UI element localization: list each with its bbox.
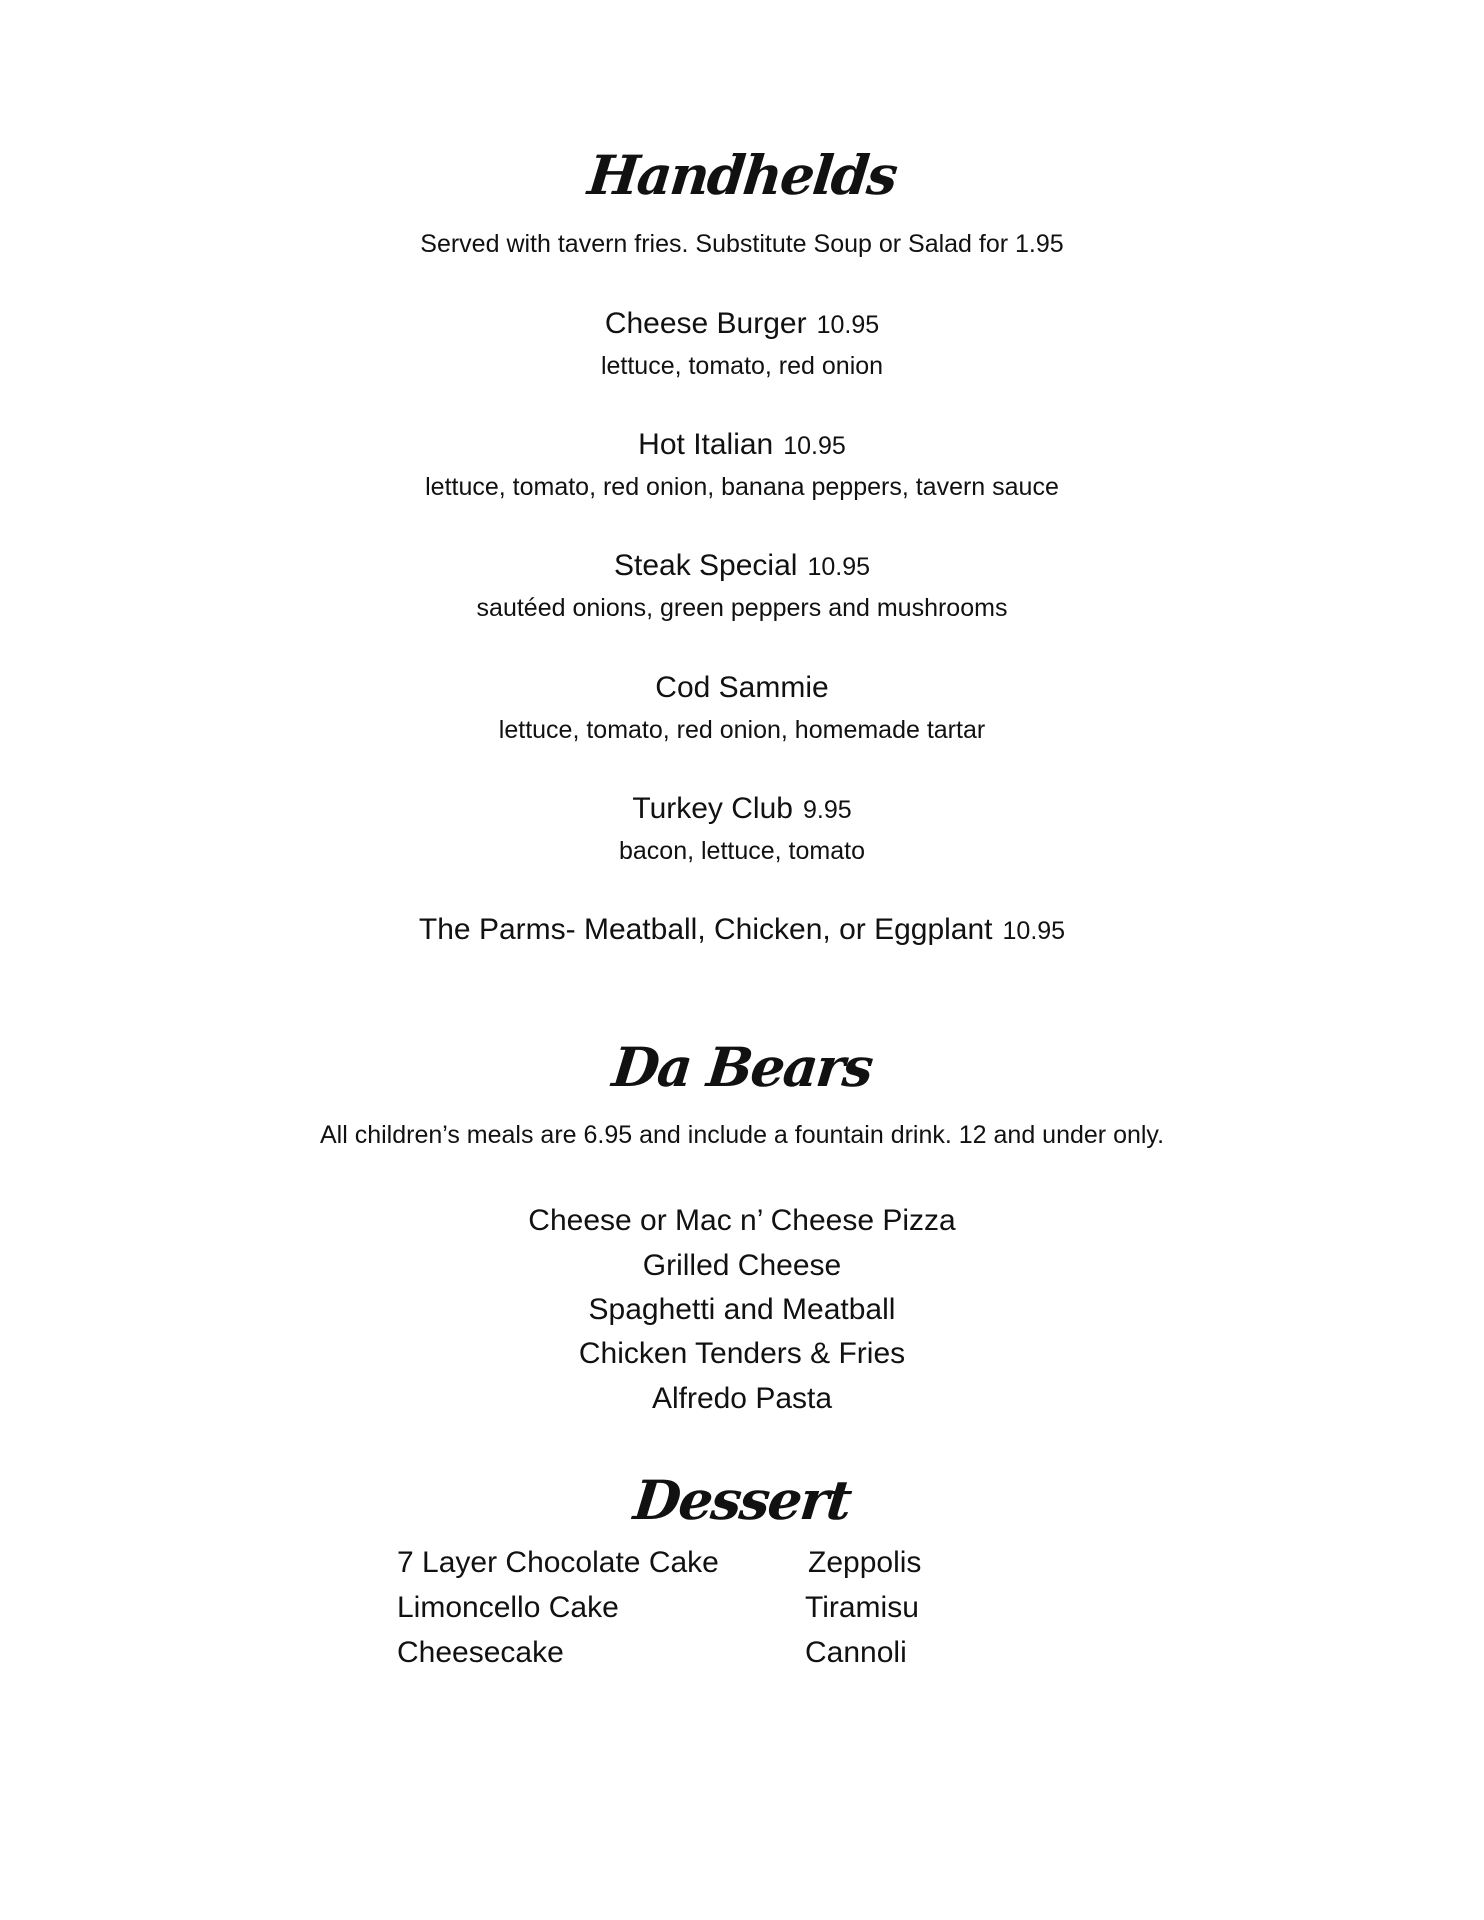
kids-item: Spaghetti and Meatball — [588, 1293, 896, 1326]
item-price: 10.95 — [816, 311, 880, 339]
item-price: 9.95 — [802, 796, 852, 824]
da-bears-note: All children’s meals are 6.95 and include a fountain drink. 12 and under only. — [319, 1121, 1165, 1149]
kids-item: Grilled Cheese — [642, 1249, 842, 1282]
item-description: lettuce, tomato, red onion — [600, 352, 884, 380]
item-description: lettuce, tomato, red onion, banana peppers, tavern sauce — [425, 473, 1059, 501]
item-price: 10.95 — [807, 553, 870, 581]
menu-item — [0, 912, 1484, 948]
menu-item — [0, 548, 1484, 584]
item-name: Cheese Burger — [604, 307, 807, 340]
dessert-item: Tiramisu — [805, 1591, 919, 1624]
item-name: Hot Italian — [638, 428, 774, 461]
kids-item: Cheese or Mac n’ Cheese Pizza — [528, 1204, 956, 1237]
kids-item: Alfredo Pasta — [651, 1382, 833, 1415]
item-description: bacon, lettuce, tomato — [619, 837, 865, 865]
item-name: The Parms- Meatball, Chicken, or Eggplant — [418, 913, 993, 946]
item-name: Turkey Club — [632, 792, 793, 825]
da-bears-title: Da Bears — [609, 1035, 875, 1099]
item-name: Steak Special — [613, 549, 798, 582]
dessert-item: 7 Layer Chocolate Cake — [397, 1546, 719, 1579]
handhelds-title: Handhelds — [584, 143, 900, 207]
item-description: lettuce, tomato, red onion, homemade tartar — [498, 716, 986, 744]
dessert-item: Cannoli — [805, 1636, 907, 1669]
item-name: Cod Sammie — [655, 671, 829, 704]
menu-item — [0, 791, 1484, 827]
item-price: 10.95 — [783, 432, 846, 460]
dessert-item: Limoncello Cake — [397, 1591, 619, 1624]
item-description: sautéed onions, green peppers and mushrooms — [476, 594, 1008, 622]
menu-item — [0, 670, 1484, 706]
dessert-title: Dessert — [630, 1468, 854, 1532]
dessert-item: Cheesecake — [397, 1636, 564, 1669]
dessert-item: Zeppolis — [808, 1546, 922, 1579]
kids-item: Chicken Tenders & Fries — [578, 1337, 906, 1370]
handhelds-note: Served with tavern fries. Substitute Soup or Salad for 1.95 — [420, 230, 1064, 258]
menu-item — [0, 427, 1484, 463]
menu-item — [0, 306, 1484, 342]
item-price: 10.95 — [1002, 917, 1066, 945]
